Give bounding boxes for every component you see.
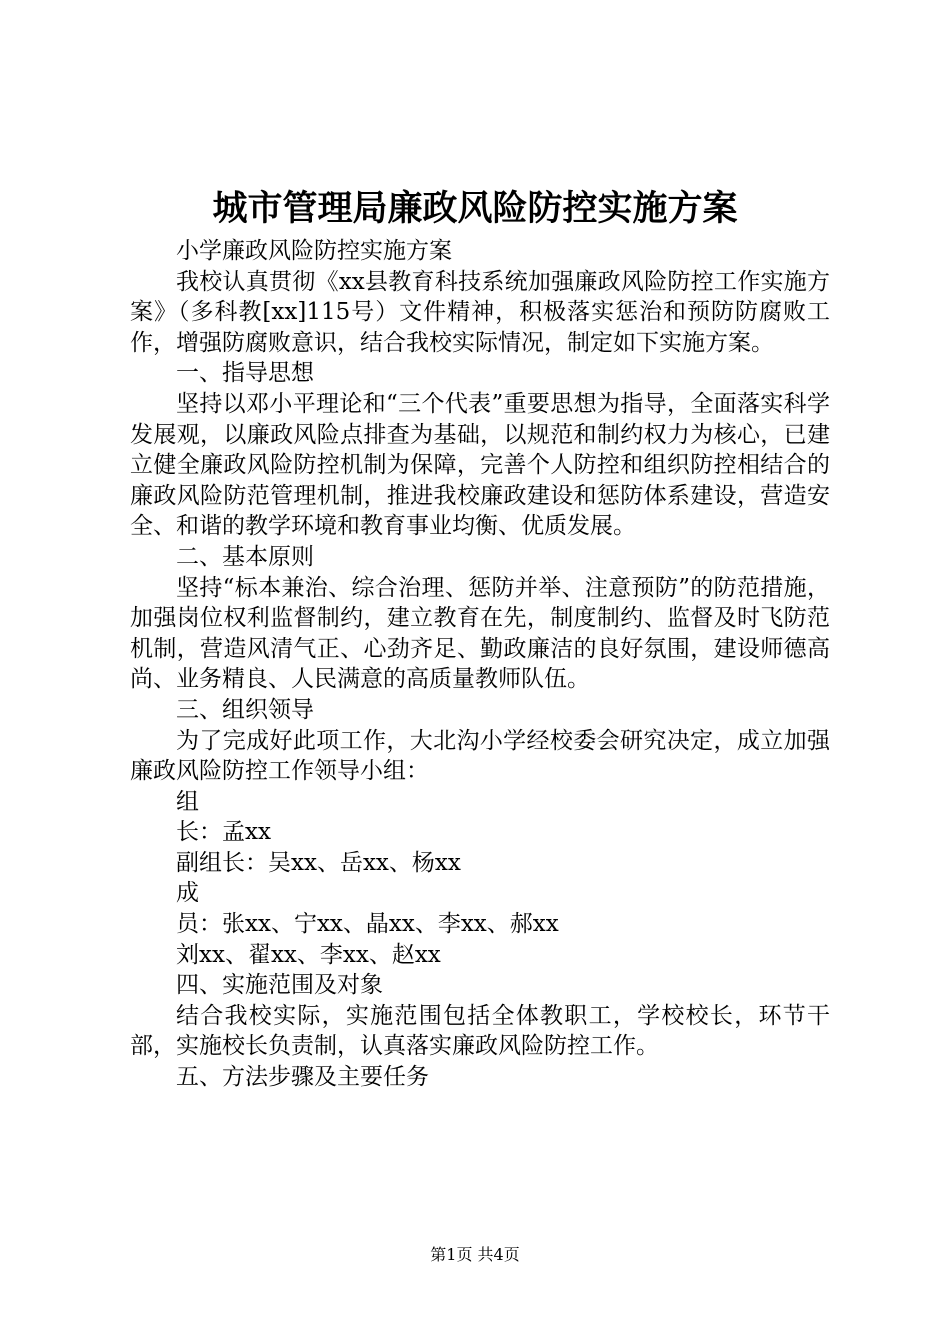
section-heading: 五、方法步骤及主要任务 xyxy=(176,1064,429,1091)
section-heading: 四、实施范围及对象 xyxy=(176,972,383,999)
paragraph: 长：孟xx xyxy=(176,819,271,846)
paragraph: 刘xx、翟xx、李xx、赵xx xyxy=(176,941,441,968)
document-title: 城市管理局廉政风险防控实施方案 xyxy=(212,188,738,229)
paragraph: 坚持“标本兼治、综合治理、惩防并举、注意预防”的防范措施，加强岗位权利监督制约，建立教育在先，制度制约、监督及时飞防范机制，营造风清气正、心劲齐足、勤政廉洁的良好氛围，建设师德高尚、业务精良、人民满意的高质量教师队伍。 xyxy=(130,574,830,693)
page-footer: 第1页 共4页 xyxy=(430,1245,520,1264)
paragraph: 为了完成好此项工作，大北沟小学经校委会研究决定，成立加强廉政风险防控工作领导小组： xyxy=(130,727,830,785)
paragraph: 我校认真贯彻《xx县教育科技系统加强廉政风险防控工作实施方案》（多科教[xx]115号）文件精神，积极落实惩治和预防防腐败工作，增强防腐败意识，结合我校实际情况，制定如下实施方案。 xyxy=(130,268,830,356)
section-heading: 三、组织领导 xyxy=(176,696,314,723)
paragraph: 结合我校实际，实施范围包括全体教职工，学校校长，环节干部，实施校长负责制，认真落实廉政风险防控工作。 xyxy=(130,1002,830,1060)
paragraph: 小学廉政风险防控实施方案 xyxy=(176,238,452,264)
paragraph: 副组长：吴xx、岳xx、杨xx xyxy=(176,849,461,876)
paragraph: 坚持以邓小平理论和“三个代表”重要思想为指导，全面落实科学发展观，以廉政风险点排查为基础，以规范和制约权力为核心，已建立健全廉政风险防控机制为保障，完善个人防控和组织防控相结合的廉政风险防范管理机制，推进我校廉政建设和惩防体系建设，营造安全、和谐的教学环境和教育事业均衡、优质发展。 xyxy=(130,390,830,540)
paragraph: 成 xyxy=(176,880,199,907)
paragraph: 组 xyxy=(176,788,199,815)
section-heading: 二、基本原则 xyxy=(176,543,314,570)
section-heading: 一、指导思想 xyxy=(176,360,314,387)
paragraph: 员：张xx、宁xx、晶xx、李xx、郝xx xyxy=(176,911,559,938)
document-body xyxy=(130,236,830,1093)
